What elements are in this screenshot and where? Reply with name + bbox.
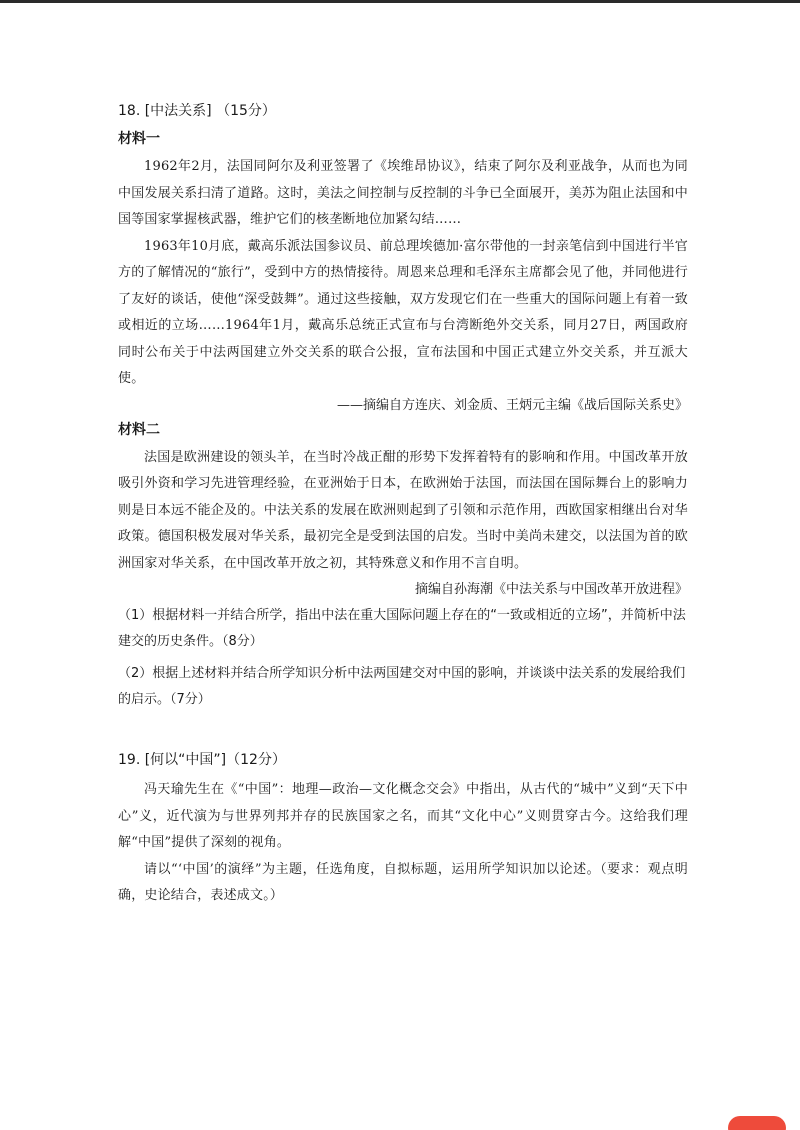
- question-19-paragraph-2: 请以“‘中国’的演绎”为主题，任选角度，自拟标题，运用所学知识加以论述。（要求：观点明确，史论结合，表述成文。）: [118, 861, 688, 903]
- material-1-title: 材料一: [118, 131, 160, 147]
- material-2-source: 摘编自孙海潮《中法关系与中国改革开放进程》: [414, 582, 688, 597]
- question-18-heading: 18. [中法关系] （15分）: [118, 103, 276, 119]
- material-2-title: 材料二: [118, 421, 160, 438]
- question-19-paragraph-1: 冯天瑜先生在《“中国”：地理—政治—文化概念交会》中指出，从古代的“城中”义到“天下中心”义，近代演为与世界列邦并存的民族国家之名，而其“文化中心”义则贯穿古今。这给我们理解“中国”提供了深刻的视角。: [118, 782, 688, 850]
- material-1-source: ——摘编自方连庆、刘金质、王炳元主编《战后国际关系史》: [336, 397, 688, 413]
- exam-page: [118, 100, 688, 910]
- question-19-heading: 19. [何以“中国”]（12分）: [118, 752, 286, 768]
- material-1-paragraph-1: 1962年2月，法国同阿尔及利亚签署了《埃维昂协议》，结束了阿尔及利亚战争，从而也为同中国发展关系扫清了道路。这时，美法之间控制与反控制的斗争已全面展开，美苏为阻止法国和中国等国家掌握核武器，维护它们的核垄断地位加紧勾结……: [118, 159, 688, 227]
- question-18-subquestion-2: （2）根据上述材料并结合所学知识分析中法两国建交对中国的影响，并谈谈中法关系的发展给我们的启示。（7分）: [118, 666, 686, 707]
- material-1-paragraph-2: 1963年10月底，戴高乐派法国参议员、前总理埃德加·富尔带他的一封亲笔信到中国进行半官方的了解情况的“旅行”，受到中方的热情接待。周恩来总理和毛泽东主席都会见了他，并同他进行了友好的谈话，使他“深受鼓舞”。通过这些接触，双方发现它们在一些重大的国际问题上有着一致或相近的立场……1964年1月，戴高乐总统正式宣布与台湾断绝外交关系，同月27日，两国政府同时公布关于中法两国建立外交关系的联合公报，宣布法国和中国正式建立外交关系，并互派大使。: [118, 238, 688, 386]
- page-top-border: [0, 0, 800, 3]
- material-2-paragraph-1: 法国是欧洲建设的领头羊，在当时冷战正酣的形势下发挥着特有的影响和作用。中国改革开放吸引外资和学习先进管理经验，在亚洲始于日本，在欧洲始于法国，而法国在国际舞台上的影响力则是日本远不能企及的。中法关系的发展在欧洲则起到了引领和示范作用，西欧国家相继出台对华政策。德国积极发展对华关系，最初完全是受到法国的启发。当时中美尚未建交，以法国为首的欧洲国家对华关系，在中国改革开放之初，其特殊意义和作用不言自明。: [118, 449, 688, 571]
- app-watermark-badge: [728, 1116, 786, 1130]
- question-18-subquestion-1: （1）根据材料一并结合所学，指出中法在重大国际问题上存在的“一致或相近的立场”，并简析中法建交的历史条件。（8分）: [118, 608, 686, 649]
